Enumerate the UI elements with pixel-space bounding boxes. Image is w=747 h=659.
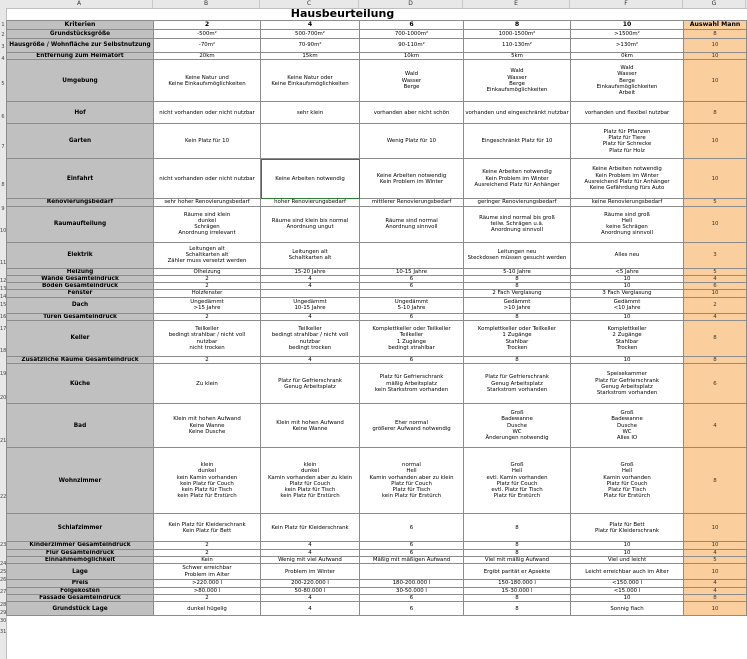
table-row — [7, 60, 747, 102]
table-row — [7, 268, 747, 275]
score-cell[interactable]: Räume sind normal Anordnung sinnvoll — [360, 206, 464, 242]
selection-value-cell[interactable]: 8 — [684, 357, 747, 364]
score-cell[interactable]: normal Hell Kamin vorhanden aber zu klein Platz für Couch Platz für Tisch kein Platz für Erstürch — [360, 448, 464, 514]
score-cell[interactable]: vorhanden und flexibel nutzbar — [571, 102, 684, 124]
selection-value-cell[interactable]: 5 — [684, 199, 747, 206]
score-cell[interactable]: 4 — [261, 549, 360, 556]
criteria-label-cell[interactable]: Renovierungsbedarf — [7, 199, 154, 206]
table-row — [7, 206, 747, 242]
score-cell[interactable]: sehr klein — [261, 102, 360, 124]
score-cell[interactable]: Problem im Winter — [261, 564, 360, 580]
column-header[interactable]: G — [683, 0, 746, 8]
row-number[interactable]: 27 — [0, 589, 7, 595]
selection-value-cell[interactable]: 10 — [684, 60, 747, 102]
score-cell[interactable]: Keine Arbeiten notwendig — [261, 159, 360, 199]
score-cell[interactable]: Sonnig flach — [571, 602, 684, 616]
row-number[interactable]: 19 — [0, 370, 7, 377]
score-cell[interactable]: Schwer erreichbar Problem im Alter — [154, 564, 261, 580]
criteria-label-cell[interactable]: Schlafzimmer — [7, 514, 154, 542]
score-cell[interactable]: 15-30.000 l — [464, 587, 571, 594]
score-cell[interactable]: 2 — [154, 313, 261, 320]
header-cell-criteria[interactable]: Kriterien — [7, 21, 154, 30]
selection-value-cell[interactable]: 10 — [684, 124, 747, 159]
score-cell[interactable] — [360, 290, 464, 297]
score-cell[interactable]: Groß Hell evtl. Kamin vorhanden Platz für Couch evtl. Platz für Tisch Platz für Erstürch — [464, 448, 571, 514]
criteria-label-cell[interactable]: Fenster — [7, 290, 154, 297]
score-cell[interactable]: 8 — [464, 283, 571, 290]
criteria-label-cell[interactable]: Dach — [7, 297, 154, 313]
header-cell-selection[interactable]: Auswahl Mann — [684, 21, 747, 30]
column-header[interactable]: E — [463, 0, 570, 8]
score-cell[interactable]: Teilkeller bedingt strahlbar / nicht voll nutzbar bedingt trocken — [261, 321, 360, 357]
score-cell[interactable]: Viel mit mäßig Aufwand — [464, 556, 571, 563]
score-cell[interactable]: 4 — [261, 283, 360, 290]
row-number[interactable]: 9 — [1, 206, 5, 212]
criteria-label-cell[interactable]: Preis — [7, 580, 154, 587]
score-cell[interactable]: vorhanden und eingeschränkt nutzbar — [464, 102, 571, 124]
selection-value-cell[interactable]: 10 — [684, 542, 747, 549]
criteria-label-cell[interactable]: Bad — [7, 404, 154, 448]
score-cell[interactable]: Ungedämmt 5-10 Jahre — [360, 297, 464, 313]
table-row — [7, 602, 747, 616]
row-number[interactable]: 13 — [0, 285, 7, 292]
row-number[interactable]: 21 — [0, 438, 7, 444]
score-cell[interactable]: 6 — [360, 514, 464, 542]
score-cell[interactable]: Zu klein — [154, 364, 261, 404]
score-cell[interactable]: 10km — [360, 53, 464, 60]
score-cell[interactable]: Mäßig mit mäßigen Aufwand — [360, 556, 464, 563]
score-cell[interactable]: Gedämmt <10 Jahre — [571, 297, 684, 313]
selection-value-cell[interactable]: 4 — [684, 275, 747, 282]
score-cell[interactable]: Wald Wasser Berge Einkaufsmöglichkeiten — [464, 60, 571, 102]
score-cell[interactable]: Komplettkeller oder Teilkeller 1 Zugänge Stahlbar Trocken — [464, 321, 571, 357]
score-cell[interactable]: keine Renovierungsbedarf — [571, 199, 684, 206]
score-cell[interactable]: >220.000 l — [154, 580, 261, 587]
score-cell[interactable]: Speisekammer Platz für Gefrierschrank Genug Arbeitsplatz Starkstrom vorhanden — [571, 364, 684, 404]
criteria-label-cell[interactable]: Wände Gesamteindruck — [7, 275, 154, 282]
criteria-label-cell[interactable]: Entfernung zum Heimatort — [7, 53, 154, 60]
criteria-label-cell[interactable]: Elektrik — [7, 242, 154, 268]
table-row — [7, 124, 747, 159]
score-cell[interactable]: 6 — [360, 594, 464, 601]
row-number[interactable]: 22 — [0, 494, 7, 500]
selection-value-cell[interactable]: 6 — [684, 364, 747, 404]
row-number[interactable]: 26 — [0, 576, 7, 583]
score-cell[interactable]: Viel und leicht — [571, 556, 684, 563]
score-cell[interactable]: 8 — [464, 275, 571, 282]
score-cell[interactable]: 8 — [464, 594, 571, 601]
row-number[interactable]: 24 — [0, 560, 7, 567]
score-cell[interactable]: nicht vorhanden oder nicht nutzbar — [154, 102, 261, 124]
score-cell[interactable]: 2 — [154, 594, 261, 601]
criteria-label-cell[interactable]: Wohnzimmer — [7, 448, 154, 514]
selection-value-cell[interactable]: 8 — [684, 321, 747, 357]
score-cell[interactable]: 5km — [464, 53, 571, 60]
score-cell[interactable]: 6 — [360, 357, 464, 364]
score-cell[interactable]: 50-80.000 l — [261, 587, 360, 594]
selection-value-cell[interactable]: 4 — [684, 580, 747, 587]
score-cell[interactable]: 150-180.000 l — [464, 580, 571, 587]
score-cell[interactable]: 6 — [360, 313, 464, 320]
sheet-title[interactable]: Hausbeurteilung — [290, 7, 395, 20]
score-cell[interactable] — [360, 242, 464, 268]
column-header[interactable]: F — [570, 0, 683, 8]
score-cell[interactable]: Groß Hell Kamin vorhanden Platz für Couch Platz für Tisch Platz für Erstürch — [571, 448, 684, 514]
score-cell[interactable]: 4 — [261, 602, 360, 616]
score-cell[interactable]: 4 — [261, 542, 360, 549]
score-cell[interactable]: 4 — [261, 275, 360, 282]
criteria-label-cell[interactable]: Grundstück Lage — [7, 602, 154, 616]
score-cell[interactable]: 10 — [571, 283, 684, 290]
score-cell[interactable]: Kein Platz für 10 — [154, 124, 261, 159]
score-cell[interactable]: 30-50.000 l — [360, 587, 464, 594]
score-cell[interactable]: Wenig mit viel Aufwand — [261, 556, 360, 563]
table-row — [7, 199, 747, 206]
table-row — [7, 364, 747, 404]
row-number[interactable]: 11 — [0, 260, 7, 266]
score-cell[interactable]: Klein mit hohen Aufwand Keine Wanne Keine Dusche — [154, 404, 261, 448]
row-number[interactable]: 15 — [0, 301, 7, 308]
score-cell[interactable]: 4 — [261, 594, 360, 601]
score-cell[interactable]: >130m² — [571, 39, 684, 53]
score-cell[interactable]: <150.000 l — [571, 580, 684, 587]
score-cell[interactable]: Alles neu — [571, 242, 684, 268]
score-cell[interactable]: Wald Wasser Berge Einkaufsmöglichkeiten Arbeit — [571, 60, 684, 102]
criteria-label-cell[interactable]: Türen Gesamteindruck — [7, 313, 154, 320]
header-cell-score[interactable]: 2 — [154, 21, 261, 30]
score-cell[interactable]: 6 — [360, 275, 464, 282]
row-number[interactable]: 10 — [0, 228, 7, 234]
score-cell[interactable]: -70m² — [154, 39, 261, 53]
table-row — [7, 53, 747, 60]
score-cell[interactable]: Ergibt parität er Apsekte — [464, 564, 571, 580]
table-row — [7, 30, 747, 39]
score-cell[interactable]: 5-10 Jahre — [464, 268, 571, 275]
score-cell[interactable]: 6 — [360, 549, 464, 556]
criteria-label-cell[interactable]: Keller — [7, 321, 154, 357]
score-cell[interactable]: Leitungen alt Schaltkarten alt Zähler muss versetzt werden — [154, 242, 261, 268]
score-cell[interactable]: 90-110m² — [360, 39, 464, 53]
score-cell[interactable]: 4 — [261, 357, 360, 364]
score-cell[interactable]: mittlerer Renovierungsbedarf — [360, 199, 464, 206]
score-cell[interactable]: Räume sind groß Hell keine Schrägen Anordnung sinnvoll — [571, 206, 684, 242]
score-cell[interactable]: Gedämmt >10 Jahre — [464, 297, 571, 313]
table-row — [7, 549, 747, 556]
score-cell[interactable]: hoher Renovierungsbedarf — [261, 199, 360, 206]
selection-value-cell[interactable]: 10 — [684, 514, 747, 542]
score-cell[interactable]: 10 — [571, 275, 684, 282]
score-cell[interactable]: 3 Fach Verglasung — [571, 290, 684, 297]
table-row — [7, 297, 747, 313]
row-number[interactable]: 31 — [0, 629, 7, 635]
table-row — [7, 542, 747, 549]
score-cell[interactable]: 2 — [154, 275, 261, 282]
selection-value-cell[interactable]: 10 — [684, 602, 747, 616]
score-cell[interactable]: klein dunkel Kamin vorhanden aber zu klein Platz für Couch kein Platz für Tisch kein Platz für Erstürch — [261, 448, 360, 514]
score-cell[interactable]: <15.000 l — [571, 587, 684, 594]
score-cell[interactable]: Ungedämmt 10-15 Jahre — [261, 297, 360, 313]
score-cell[interactable]: vorhanden aber nicht schön — [360, 102, 464, 124]
score-cell[interactable]: 2 — [154, 283, 261, 290]
score-cell[interactable]: 2 Fach Verglasung — [464, 290, 571, 297]
table-row — [7, 102, 747, 124]
criteria-label-cell[interactable]: Flur Gesamteindruck — [7, 549, 154, 556]
score-cell[interactable]: 10 — [571, 357, 684, 364]
score-cell[interactable]: 500-700m² — [261, 30, 360, 39]
score-cell[interactable]: >80.000 l — [154, 587, 261, 594]
score-cell[interactable]: sehr hoher Renovierungsbedarf — [154, 199, 261, 206]
score-cell[interactable]: 1000-1500m² — [464, 30, 571, 39]
selection-value-cell[interactable]: 10 — [684, 53, 747, 60]
selection-value-cell[interactable]: 8 — [684, 102, 747, 124]
row-number[interactable]: 18 — [0, 348, 7, 354]
selection-value-cell[interactable]: 4 — [684, 587, 747, 594]
table-row — [7, 313, 747, 320]
row-number[interactable]: 4 — [1, 55, 5, 62]
score-cell[interactable]: Räume sind normal bis groß teilw. Schrägen u.ä. Anordnung sinnvoll — [464, 206, 571, 242]
selection-value-cell[interactable]: 6 — [684, 283, 747, 290]
score-cell[interactable]: Eingeschränkt Platz für 10 — [464, 124, 571, 159]
score-cell[interactable]: 20km — [154, 53, 261, 60]
table-row — [7, 275, 747, 282]
row-number[interactable]: 16 — [0, 314, 7, 320]
score-cell[interactable]: Platz für Pflanzen Platz für Tiere Platz für Schrecke Platz für Holz — [571, 124, 684, 159]
criteria-label-cell[interactable]: Zusätzliche Räume Gesamteindruck — [7, 357, 154, 364]
score-cell[interactable]: 8 — [464, 313, 571, 320]
score-cell[interactable]: Keine Arbeiten notwendig Kein Problem im Winter Ausreichend Platz für Anhänger — [464, 159, 571, 199]
row-number[interactable]: 25 — [0, 568, 7, 575]
selection-value-cell[interactable]: 2 — [684, 297, 747, 313]
selection-value-cell[interactable]: 10 — [684, 39, 747, 53]
column-header[interactable]: A — [6, 0, 153, 8]
score-cell[interactable]: -500m² — [154, 30, 261, 39]
selection-value-cell[interactable]: 8 — [684, 448, 747, 514]
table-row — [7, 321, 747, 357]
table-row — [7, 564, 747, 580]
score-cell[interactable]: Kein — [154, 556, 261, 563]
score-cell[interactable]: Platz für Gefrierschrank Genug Arbeitsplatz Starkstrom vorhanden — [464, 364, 571, 404]
row-number[interactable]: 23 — [0, 542, 7, 548]
table-row — [7, 39, 747, 53]
score-cell[interactable]: 0km — [571, 53, 684, 60]
criteria-label-cell[interactable]: Kinderzimmer Gesamteindruck — [7, 542, 154, 549]
score-cell[interactable]: Räume sind klein bis normal Anordnung ungut — [261, 206, 360, 242]
table-row — [7, 404, 747, 448]
score-cell[interactable]: 2 — [154, 542, 261, 549]
score-cell[interactable]: 110-130m² — [464, 39, 571, 53]
row-number[interactable]: 28 — [0, 601, 7, 608]
score-cell[interactable]: 10 — [571, 549, 684, 556]
score-cell[interactable]: Klein mit hohen Aufwand Keine Wanne — [261, 404, 360, 448]
row-number[interactable]: 17 — [0, 326, 7, 332]
column-header[interactable]: B — [153, 0, 260, 8]
table-row — [7, 283, 747, 290]
header-cell-score[interactable]: 8 — [464, 21, 571, 30]
table-row — [7, 159, 747, 199]
selection-value-cell[interactable]: 5 — [684, 268, 747, 275]
row-number[interactable]: 5 — [1, 81, 5, 87]
evaluation-table — [6, 20, 747, 616]
score-cell[interactable]: 8 — [464, 602, 571, 616]
score-cell[interactable]: Eher normal größerer Aufwand notwendig — [360, 404, 464, 448]
score-cell[interactable]: 8 — [464, 357, 571, 364]
criteria-label-cell[interactable]: Hof — [7, 102, 154, 124]
row-number[interactable]: 20 — [0, 395, 7, 401]
criteria-label-cell[interactable]: Einnahmemöglichkeit — [7, 556, 154, 563]
selection-value-cell[interactable]: 4 — [684, 549, 747, 556]
criteria-label-cell[interactable]: Garten — [7, 124, 154, 159]
row-number[interactable]: 6 — [1, 114, 5, 120]
criteria-label-cell[interactable]: Hausgröße / Wohnfläche zur Selbstnutzung — [7, 39, 154, 53]
selection-value-cell[interactable]: 5 — [684, 556, 747, 563]
score-cell[interactable]: 700-1000m² — [360, 30, 464, 39]
score-cell[interactable]: Leitungen alt Schaltkarten alt — [261, 242, 360, 268]
score-cell[interactable]: >1500m² — [571, 30, 684, 39]
selection-value-cell[interactable]: 4 — [684, 313, 747, 320]
header-cell-score[interactable]: 10 — [571, 21, 684, 30]
score-cell[interactable]: 6 — [360, 602, 464, 616]
criteria-label-cell[interactable]: Grundstücksgröße — [7, 30, 154, 39]
table-row — [7, 514, 747, 542]
score-cell[interactable] — [261, 124, 360, 159]
header-cell-score[interactable]: 4 — [261, 21, 360, 30]
score-cell[interactable]: Teilkeller bedingt strahlbar / nicht voll nutzbar nicht trocken — [154, 321, 261, 357]
score-cell[interactable]: <5 Jahre — [571, 268, 684, 275]
table-row — [7, 448, 747, 514]
score-cell[interactable]: Wald Wasser Berge — [360, 60, 464, 102]
table-row — [7, 594, 747, 601]
score-cell[interactable]: Kein Platz für Kleiderschrank — [261, 514, 360, 542]
row-number[interactable]: 8 — [1, 182, 5, 188]
score-cell[interactable]: Keine Arbeiten notwendig Kein Problem im Winter Ausreichend Platz für Anhänger Keine Gefährdung fürs Auto — [571, 159, 684, 199]
table-row — [7, 556, 747, 563]
table-row — [7, 290, 747, 297]
criteria-label-cell[interactable]: Raumaufteilung — [7, 206, 154, 242]
score-cell[interactable]: Komplettkeller 2 Zugänge Stahlbar Trocken — [571, 321, 684, 357]
row-number[interactable]: 29 — [0, 609, 7, 616]
score-cell[interactable]: Platz für Gefrierschrank mäßig Arbeitsplatz kein Starkstrom vorhanden — [360, 364, 464, 404]
score-cell[interactable]: Leicht erreichbar auch im Alter — [571, 564, 684, 580]
score-cell[interactable]: 6 — [360, 542, 464, 549]
selection-value-cell[interactable]: 8 — [684, 594, 747, 601]
score-cell[interactable]: 10 — [571, 542, 684, 549]
column-header[interactable]: D — [359, 0, 463, 8]
table-row — [7, 242, 747, 268]
score-cell[interactable]: Keine Natur oder Keine Einkaufsmöglichkeiten — [261, 60, 360, 102]
score-cell[interactable]: Ungedämmt >15 Jahre — [154, 297, 261, 313]
table-row — [7, 587, 747, 594]
selection-value-cell[interactable]: 3 — [684, 242, 747, 268]
criteria-label-cell[interactable]: Fassade Gesamteindruck — [7, 594, 154, 601]
score-cell[interactable] — [261, 290, 360, 297]
selection-value-cell[interactable]: 8 — [684, 30, 747, 39]
score-cell[interactable]: Wenig Platz für 10 — [360, 124, 464, 159]
selection-value-cell[interactable]: 10 — [684, 159, 747, 199]
score-cell[interactable]: 10 — [571, 313, 684, 320]
score-cell[interactable]: geringer Renovierungsbedarf — [464, 199, 571, 206]
criteria-label-cell[interactable]: Einfahrt — [7, 159, 154, 199]
score-cell[interactable]: Keine Natur und Keine Einkaufsmöglichkeiten — [154, 60, 261, 102]
score-cell[interactable]: 6 — [360, 283, 464, 290]
score-cell[interactable]: Groß Badewanne Dusche WC Alles IO — [571, 404, 684, 448]
score-cell[interactable]: 2 — [154, 357, 261, 364]
selection-value-cell[interactable]: 10 — [684, 290, 747, 297]
score-cell[interactable]: Keine Arbeiten notwendig Kein Problem im Winter — [360, 159, 464, 199]
table-row — [7, 580, 747, 587]
score-cell[interactable]: 15-20 Jahre — [261, 268, 360, 275]
score-cell[interactable]: Platz für Gefrierschrank Genug Arbeitsplatz — [261, 364, 360, 404]
row-number[interactable]: 1 — [1, 21, 5, 28]
score-cell[interactable]: 8 — [464, 542, 571, 549]
header-row — [7, 21, 747, 30]
header-cell-score[interactable]: 6 — [360, 21, 464, 30]
criteria-label-cell[interactable]: Böden Gesamteindruck — [7, 283, 154, 290]
score-cell[interactable]: 8 — [464, 549, 571, 556]
criteria-label-cell[interactable]: Küche — [7, 364, 154, 404]
score-cell[interactable]: 70-90m² — [261, 39, 360, 53]
criteria-label-cell[interactable]: Folgekosten — [7, 587, 154, 594]
row-number[interactable]: 30 — [0, 617, 7, 624]
column-header[interactable]: C — [260, 0, 359, 8]
score-cell[interactable]: Räume sind klein dunkel Schrägen Anordnung irrelevant — [154, 206, 261, 242]
score-cell[interactable]: 10-15 Jahre — [360, 268, 464, 275]
score-cell[interactable] — [360, 564, 464, 580]
selection-value-cell[interactable]: 4 — [684, 404, 747, 448]
criteria-label-cell[interactable]: Umgebung — [7, 60, 154, 102]
score-cell[interactable]: Platz für Bett Platz für Kleiderschrank — [571, 514, 684, 542]
score-cell[interactable]: 180-200.000 l — [360, 580, 464, 587]
score-cell[interactable]: Groß Badewanne Dusche WC Änderungen notwendig — [464, 404, 571, 448]
table-row — [7, 357, 747, 364]
row-number[interactable]: 7 — [1, 143, 5, 150]
score-cell[interactable]: nicht vorhanden oder nicht nutzbar — [154, 159, 261, 199]
score-cell[interactable]: klein dunkel kein Kamin vorhanden kein Platz für Couch kein Platz für Tisch kein Platz für Erstürch — [154, 448, 261, 514]
score-cell[interactable]: 2 — [154, 549, 261, 556]
selection-value-cell[interactable]: 10 — [684, 206, 747, 242]
score-cell[interactable]: Leitungen neu Steckdosen müssen gesucht werden — [464, 242, 571, 268]
score-cell[interactable]: 10 — [571, 594, 684, 601]
score-cell[interactable]: Ölheizung — [154, 268, 261, 275]
score-cell[interactable]: 8 — [464, 514, 571, 542]
score-cell[interactable]: Komplettkeller oder Teilkeller Teilkeller 1 Zugänge bedingt strahlbar — [360, 321, 464, 357]
score-cell[interactable]: dunkel hügelig — [154, 602, 261, 616]
criteria-label-cell[interactable]: Lage — [7, 564, 154, 580]
row-number[interactable]: 12 — [0, 277, 7, 284]
criteria-label-cell[interactable]: Heizung — [7, 268, 154, 275]
row-number[interactable]: 3 — [1, 44, 5, 50]
selection-value-cell[interactable]: 10 — [684, 564, 747, 580]
score-cell[interactable]: 200-220.000 l — [261, 580, 360, 587]
score-cell[interactable]: Kein Platz für Kleiderschrank Kein Platz für Bett — [154, 514, 261, 542]
row-number[interactable]: 2 — [1, 31, 5, 38]
score-cell[interactable]: 4 — [261, 313, 360, 320]
row-number[interactable]: 14 — [0, 293, 7, 300]
score-cell[interactable]: 15km — [261, 53, 360, 60]
score-cell[interactable]: Holzfenster — [154, 290, 261, 297]
